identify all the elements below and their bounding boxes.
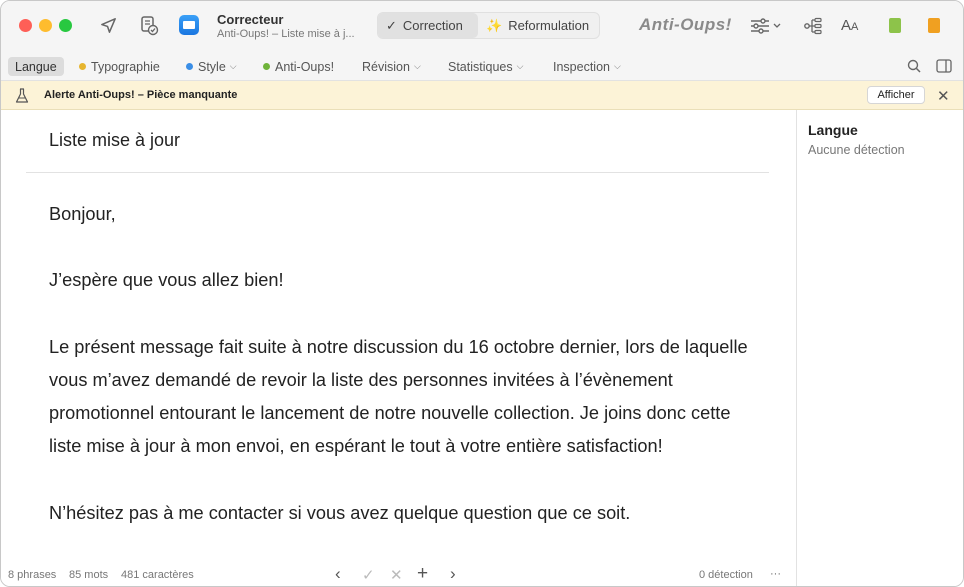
tab-revision[interactable] (362, 57, 421, 76)
chevron-down-icon: ⌵ (413, 61, 421, 71)
close-window-button[interactable] (19, 19, 32, 32)
tab-label: Langue (15, 59, 57, 74)
maximize-window-button[interactable] (59, 19, 72, 32)
divider (26, 172, 769, 173)
tab-statistiques[interactable] (448, 57, 523, 76)
tab-langue[interactable] (8, 57, 64, 76)
text-size-large: A (841, 17, 852, 34)
correction-mode-button[interactable] (378, 13, 478, 38)
accept-icon[interactable]: ✓ (362, 567, 375, 584)
reformulation-mode-label: Reformulation (508, 18, 590, 33)
app-title: Correcteur (217, 12, 284, 27)
document-body[interactable] (49, 198, 749, 562)
yellow-dot-icon (79, 63, 86, 70)
detection-count: 0 détection (699, 569, 753, 581)
tab-label: Anti-Oups! (275, 59, 335, 74)
tab-style[interactable] (186, 57, 237, 76)
sentence-count: 8 phrases (8, 569, 57, 581)
sliders-icon[interactable] (749, 17, 783, 35)
mode-segmented-control (377, 12, 600, 39)
tab-label: Révision (362, 59, 410, 74)
minimize-window-button[interactable] (39, 19, 52, 32)
alert-message: Alerte Anti-Oups! – Pièce manquante (44, 89, 238, 101)
hierarchy-icon[interactable] (803, 16, 823, 36)
chevron-down-icon: ⌵ (229, 61, 237, 71)
paragraph[interactable]: J’espère que vous allez bien! (49, 270, 284, 291)
add-icon[interactable]: + (417, 563, 429, 584)
document-title[interactable]: Liste mise à jour (49, 130, 181, 150)
send-icon[interactable] (99, 16, 118, 35)
document-subtitle: Anti-Oups! – Liste mise à j... (217, 28, 355, 40)
chevron-down-icon: ⌵ (613, 61, 621, 71)
orange-book-icon[interactable] (928, 18, 940, 33)
flask-icon (15, 88, 29, 104)
green-dot-icon (263, 63, 270, 70)
green-book-icon[interactable] (889, 18, 901, 33)
paragraph[interactable]: Le présent message fait suite à notre discussion du 16 octobre dernier, lors de laquelle vous m’avez demandé de revoir la liste des personnes invitées à l’évènement promotionnel entourant le lancement de notre nouvelle collection. Je joins donc cette liste mise à jour à mon envoi, en espérant le tout à votre entière satisfaction! (49, 336, 748, 457)
checkmark-icon: ✓ (386, 17, 397, 33)
title-bar (1, 1, 964, 52)
close-icon[interactable]: ✕ (937, 88, 950, 105)
panel-status: Aucune détection (808, 143, 905, 157)
tab-inspection[interactable] (553, 57, 621, 76)
tab-bar (1, 52, 964, 81)
show-alert-button[interactable]: Afficher (867, 86, 925, 104)
tab-label: Inspection (553, 59, 610, 74)
paragraph[interactable]: Bonjour, (49, 204, 116, 224)
reformulation-mode-button[interactable] (478, 13, 597, 38)
reject-icon[interactable]: ✕ (390, 567, 403, 584)
detection-panel (797, 110, 964, 587)
correction-mode-label: Correction (402, 18, 463, 33)
document-editor[interactable] (1, 110, 796, 562)
sidebar-toggle-icon[interactable] (936, 59, 952, 73)
status-bar (1, 562, 796, 587)
text-size-small: A (851, 21, 859, 33)
panel-title: Langue (808, 122, 858, 138)
alert-banner (1, 81, 964, 110)
next-icon[interactable]: › (450, 564, 456, 583)
document-check-icon[interactable] (139, 15, 159, 36)
text-size-icon[interactable] (841, 17, 858, 34)
search-icon[interactable] (907, 59, 921, 73)
previous-icon[interactable]: ‹ (335, 564, 341, 583)
tab-anti-oups[interactable] (263, 57, 334, 76)
tab-label: Style (198, 59, 226, 74)
character-count: 481 caractères (121, 569, 194, 581)
word-count: 85 mots (69, 569, 109, 581)
brand-logo: Anti-Oups! (639, 15, 732, 34)
wand-icon: ✨ (486, 17, 503, 33)
more-options-icon[interactable]: ··· (770, 568, 781, 580)
mail-app-icon (179, 15, 199, 35)
blue-dot-icon (186, 63, 193, 70)
chevron-down-icon: ⌵ (516, 61, 524, 71)
tab-label: Statistiques (448, 59, 513, 74)
tab-typographie[interactable] (79, 57, 160, 76)
tab-label: Typographie (91, 59, 160, 74)
paragraph[interactable]: N’hésitez pas à me contacter si vous avez quelque question que ce soit. (49, 502, 631, 523)
